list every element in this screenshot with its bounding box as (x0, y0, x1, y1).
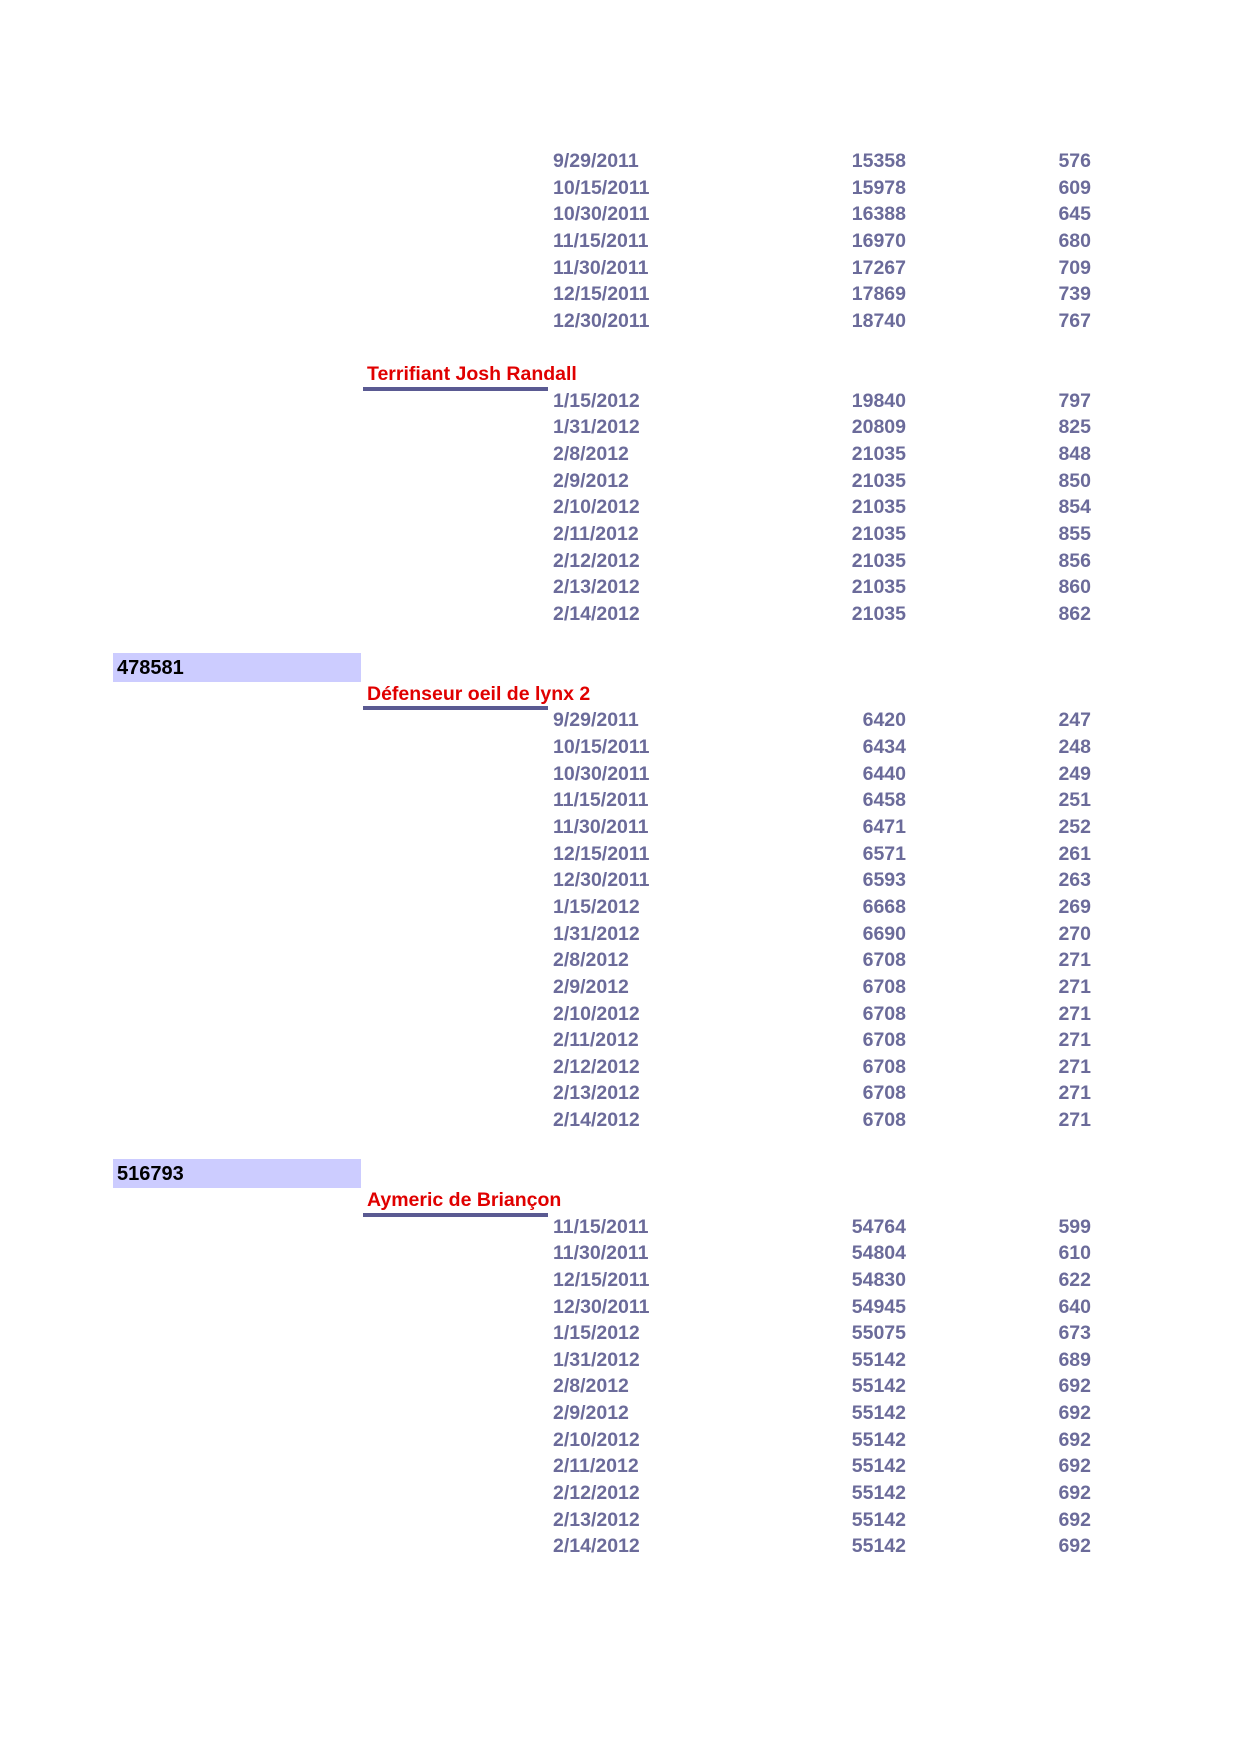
date-cell: 12/30/2011 (553, 309, 650, 332)
date-cell: 2/13/2012 (553, 1082, 640, 1105)
table-row (0, 1320, 1241, 1347)
value-cell: 6708 (862, 1082, 906, 1105)
count-cell: 673 (1058, 1322, 1091, 1345)
count-cell: 692 (1058, 1428, 1091, 1451)
table-row (0, 1001, 1241, 1028)
date-cell: 1/31/2012 (553, 922, 640, 945)
date-cell: 2/13/2012 (553, 576, 640, 599)
table-row (0, 281, 1241, 308)
count-cell: 640 (1058, 1295, 1091, 1318)
date-cell: 2/12/2012 (553, 549, 640, 572)
id-row (0, 654, 1241, 681)
date-cell: 10/30/2011 (553, 203, 650, 226)
value-cell: 21035 (851, 469, 906, 492)
value-cell: 16970 (851, 229, 906, 252)
date-cell: 12/30/2011 (553, 1295, 650, 1318)
table-row (0, 1107, 1241, 1134)
table-row (0, 228, 1241, 255)
table-row (0, 787, 1241, 814)
date-cell: 11/15/2011 (553, 229, 649, 252)
title-row (0, 681, 1241, 708)
count-cell: 270 (1058, 922, 1091, 945)
table-row (0, 1373, 1241, 1400)
count-cell: 251 (1058, 789, 1091, 812)
date-cell: 12/15/2011 (553, 1268, 650, 1291)
table-row (0, 1294, 1241, 1321)
table-row (0, 814, 1241, 841)
value-cell: 6708 (862, 975, 906, 998)
date-cell: 2/14/2012 (553, 602, 640, 625)
title-row (0, 1187, 1241, 1214)
table-row (0, 548, 1241, 575)
date-cell: 9/29/2011 (553, 150, 639, 172)
table-row (0, 255, 1241, 282)
count-cell: 692 (1058, 1508, 1091, 1531)
value-cell: 21035 (851, 443, 906, 466)
blank-row (0, 1134, 1241, 1161)
date-cell: 10/30/2011 (553, 762, 650, 785)
value-cell: 6571 (862, 842, 906, 865)
value-cell: 17267 (851, 256, 906, 279)
count-cell: 692 (1058, 1482, 1091, 1505)
table-row (0, 601, 1241, 628)
table-row (0, 894, 1241, 921)
title-row (0, 361, 1241, 388)
table-row (0, 1427, 1241, 1454)
count-cell: 271 (1058, 1002, 1091, 1025)
count-cell: 609 (1058, 176, 1091, 199)
value-cell: 6458 (862, 789, 906, 812)
date-cell: 1/31/2012 (553, 416, 640, 439)
table-row (0, 761, 1241, 788)
date-cell: 9/29/2011 (553, 709, 639, 732)
table-row (0, 921, 1241, 948)
value-cell: 54764 (851, 1215, 906, 1238)
count-cell: 622 (1058, 1268, 1091, 1291)
count-cell: 247 (1058, 709, 1091, 732)
value-cell: 6708 (862, 1029, 906, 1052)
value-cell: 6471 (862, 816, 906, 839)
table-row (0, 1533, 1241, 1560)
count-cell: 825 (1058, 416, 1091, 439)
table-row (0, 1214, 1241, 1241)
date-cell: 1/15/2012 (553, 389, 640, 412)
date-cell: 11/15/2011 (553, 1215, 649, 1238)
value-cell: 54945 (851, 1295, 906, 1318)
table-row (0, 1054, 1241, 1081)
count-cell: 855 (1058, 522, 1091, 545)
table-row (0, 947, 1241, 974)
table-row (0, 1240, 1241, 1267)
count-cell: 249 (1058, 762, 1091, 785)
table-row (0, 1400, 1241, 1427)
count-cell: 269 (1058, 895, 1091, 918)
count-cell: 248 (1058, 736, 1091, 759)
value-cell: 6708 (862, 1109, 906, 1132)
table-row (0, 1507, 1241, 1534)
value-cell: 18740 (851, 309, 906, 332)
date-cell: 1/15/2012 (553, 895, 640, 918)
value-cell: 21035 (851, 549, 906, 572)
value-cell: 6690 (862, 922, 906, 945)
table-row (0, 574, 1241, 601)
value-cell: 6708 (862, 949, 906, 972)
count-cell: 599 (1058, 1215, 1091, 1238)
value-cell: 6440 (862, 762, 906, 785)
record-id: 478581 (113, 653, 361, 682)
count-cell: 848 (1058, 443, 1091, 466)
count-cell: 271 (1058, 1082, 1091, 1105)
date-cell: 2/9/2012 (553, 975, 629, 998)
date-cell: 2/14/2012 (553, 1109, 640, 1132)
table-row (0, 974, 1241, 1001)
value-cell: 55075 (851, 1322, 906, 1345)
date-cell: 2/12/2012 (553, 1055, 640, 1078)
date-cell: 2/10/2012 (553, 1002, 640, 1025)
value-cell: 21035 (851, 522, 906, 545)
count-cell: 271 (1058, 949, 1091, 972)
table-row (0, 707, 1241, 734)
section-title: Terrifiant Josh Randall (367, 363, 577, 386)
value-cell: 55142 (851, 1348, 906, 1371)
date-cell: 1/15/2012 (553, 1322, 640, 1345)
count-cell: 271 (1058, 975, 1091, 998)
date-cell: 11/30/2011 (553, 1242, 649, 1265)
table-row (0, 308, 1241, 335)
table-row (0, 441, 1241, 468)
date-cell: 10/15/2011 (553, 176, 650, 199)
value-cell: 6420 (862, 709, 906, 732)
value-cell: 6708 (862, 1055, 906, 1078)
value-cell: 54804 (851, 1242, 906, 1265)
count-cell: 645 (1058, 203, 1091, 226)
date-cell: 11/15/2011 (553, 789, 649, 812)
date-cell: 11/30/2011 (553, 816, 649, 839)
count-cell: 862 (1058, 602, 1091, 625)
date-cell: 2/14/2012 (553, 1535, 640, 1558)
table-row (0, 1480, 1241, 1507)
count-cell: 576 (1058, 150, 1091, 172)
table-row (0, 1027, 1241, 1054)
date-cell: 2/8/2012 (553, 1375, 629, 1398)
value-cell: 55142 (851, 1375, 906, 1398)
count-cell: 692 (1058, 1375, 1091, 1398)
date-cell: 2/11/2012 (553, 1455, 639, 1478)
value-cell: 15978 (851, 176, 906, 199)
date-cell: 2/10/2012 (553, 1428, 640, 1451)
value-cell: 6434 (862, 736, 906, 759)
count-cell: 689 (1058, 1348, 1091, 1371)
value-cell: 54830 (851, 1268, 906, 1291)
value-cell: 17869 (851, 283, 906, 306)
value-cell: 16388 (851, 203, 906, 226)
section-title: Aymeric de Briançon (367, 1188, 562, 1211)
count-cell: 709 (1058, 256, 1091, 279)
blank-row (0, 628, 1241, 655)
date-cell: 10/15/2011 (553, 736, 650, 759)
value-cell: 55142 (851, 1428, 906, 1451)
count-cell: 692 (1058, 1535, 1091, 1558)
spreadsheet (0, 148, 1241, 1560)
value-cell: 55142 (851, 1508, 906, 1531)
value-cell: 21035 (851, 496, 906, 519)
count-cell: 252 (1058, 816, 1091, 839)
blank-row (0, 334, 1241, 361)
date-cell: 12/30/2011 (553, 869, 650, 892)
value-cell: 20809 (851, 416, 906, 439)
date-cell: 2/9/2012 (553, 469, 629, 492)
id-row (0, 1160, 1241, 1187)
count-cell: 860 (1058, 576, 1091, 599)
value-cell: 19840 (851, 389, 906, 412)
date-cell: 2/8/2012 (553, 949, 629, 972)
date-cell: 2/9/2012 (553, 1402, 629, 1425)
value-cell: 55142 (851, 1455, 906, 1478)
date-cell: 2/12/2012 (553, 1482, 640, 1505)
count-cell: 261 (1058, 842, 1091, 865)
table-row (0, 1267, 1241, 1294)
date-cell: 12/15/2011 (553, 842, 650, 865)
date-cell: 2/8/2012 (553, 443, 629, 466)
value-cell: 6708 (862, 1002, 906, 1025)
value-cell: 6593 (862, 869, 906, 892)
table-row (0, 388, 1241, 415)
table-row (0, 867, 1241, 894)
date-cell: 2/13/2012 (553, 1508, 640, 1531)
date-cell: 2/10/2012 (553, 496, 640, 519)
count-cell: 610 (1058, 1242, 1091, 1265)
record-id: 516793 (113, 1159, 361, 1188)
count-cell: 692 (1058, 1402, 1091, 1425)
value-cell: 6668 (862, 895, 906, 918)
count-cell: 850 (1058, 469, 1091, 492)
value-cell: 15358 (851, 150, 906, 172)
count-cell: 767 (1058, 309, 1091, 332)
table-row (0, 175, 1241, 202)
table-row (0, 468, 1241, 495)
table-row (0, 1347, 1241, 1374)
table-row (0, 201, 1241, 228)
date-cell: 1/31/2012 (553, 1348, 640, 1371)
table-row (0, 521, 1241, 548)
value-cell: 55142 (851, 1482, 906, 1505)
date-cell: 12/15/2011 (553, 283, 650, 306)
value-cell: 21035 (851, 576, 906, 599)
table-row (0, 734, 1241, 761)
table-row (0, 1453, 1241, 1480)
section-title: Défenseur oeil de lynx 2 (367, 682, 591, 705)
count-cell: 739 (1058, 283, 1091, 306)
count-cell: 797 (1058, 389, 1091, 412)
date-cell: 2/11/2012 (553, 1029, 639, 1052)
count-cell: 854 (1058, 496, 1091, 519)
count-cell: 263 (1058, 869, 1091, 892)
count-cell: 692 (1058, 1455, 1091, 1478)
date-cell: 11/30/2011 (553, 256, 649, 279)
table-row (0, 841, 1241, 868)
table-row (0, 414, 1241, 441)
table-row (0, 494, 1241, 521)
value-cell: 21035 (851, 602, 906, 625)
value-cell: 55142 (851, 1402, 906, 1425)
count-cell: 856 (1058, 549, 1091, 572)
count-cell: 680 (1058, 229, 1091, 252)
date-cell: 2/11/2012 (553, 522, 639, 545)
count-cell: 271 (1058, 1109, 1091, 1132)
count-cell: 271 (1058, 1029, 1091, 1052)
count-cell: 271 (1058, 1055, 1091, 1078)
value-cell: 55142 (851, 1535, 906, 1558)
table-row (0, 1080, 1241, 1107)
table-row (0, 148, 1241, 175)
